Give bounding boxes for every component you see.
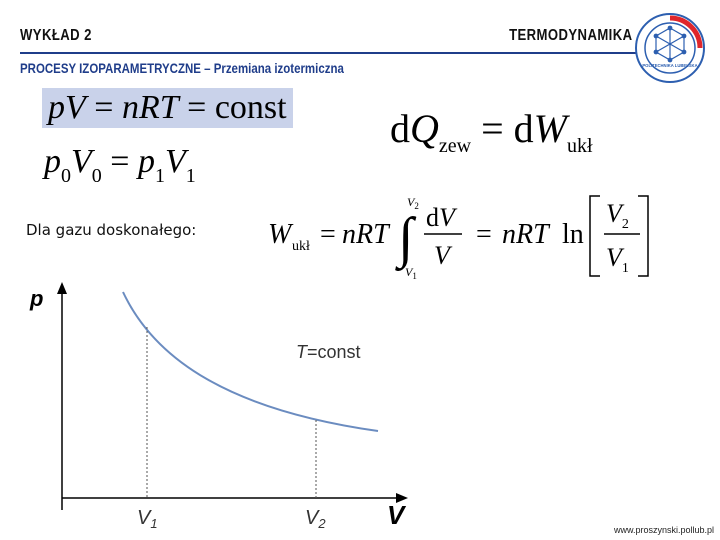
course-title: TERMODYNAMIKA [508, 27, 632, 44]
lecture-title: WYKŁAD 2 [20, 27, 92, 44]
svg-text:=: = [476, 219, 492, 250]
v-axis-label: V [387, 500, 405, 530]
svg-text:=: = [320, 219, 336, 250]
v1-label: $V_1$ [137, 507, 158, 531]
svg-text:nRT: nRT [502, 219, 549, 250]
svg-text:W: W [268, 219, 292, 250]
header-divider [20, 52, 638, 54]
svg-text:nRT: nRT [342, 219, 389, 250]
p-axis-arrow [57, 282, 67, 294]
equation-isotherm: $p_0V_0 = p_1V_1$ [44, 143, 196, 187]
svg-text:ln: ln [562, 219, 584, 250]
svg-text:V1: $V_1$ [405, 265, 417, 281]
slide-subtitle: PROCESY IZOPARAMETRYCZNE – Przemiana izotermiczna [20, 60, 344, 76]
svg-text:V: V [434, 241, 450, 270]
svg-text:V2: $V_2$ [407, 195, 419, 211]
equation-heat-work: $dQ_{zew} = dW_{ukł}$ [390, 106, 593, 157]
v2-label: $V_2$ [305, 507, 326, 531]
p-axis-label: p [30, 286, 44, 311]
svg-text:dV: dV [426, 203, 455, 232]
university-logo [634, 12, 706, 84]
pv-isotherm-chart [0, 280, 440, 540]
equation-work-integral [262, 188, 662, 284]
svg-text:V1: $V_1$ [606, 243, 629, 276]
footer-url[interactable]: www.proszynski.pollub.pl [613, 525, 714, 535]
ideal-gas-label: Dla gazu doskonałego: [26, 221, 197, 239]
logo-text: POLITECHNIKA LUBELSKA [642, 63, 698, 68]
svg-text:T=const [296, 342, 361, 362]
svg-text:∫: ∫ [398, 207, 414, 269]
svg-text:ukł: ukł [292, 239, 310, 254]
curve-label-const: =const [307, 342, 361, 362]
curve-label-t: T [296, 342, 307, 362]
equation-ideal-gas: pV = nRT = const [42, 88, 293, 128]
svg-text:V2: $V_2$ [606, 199, 629, 232]
